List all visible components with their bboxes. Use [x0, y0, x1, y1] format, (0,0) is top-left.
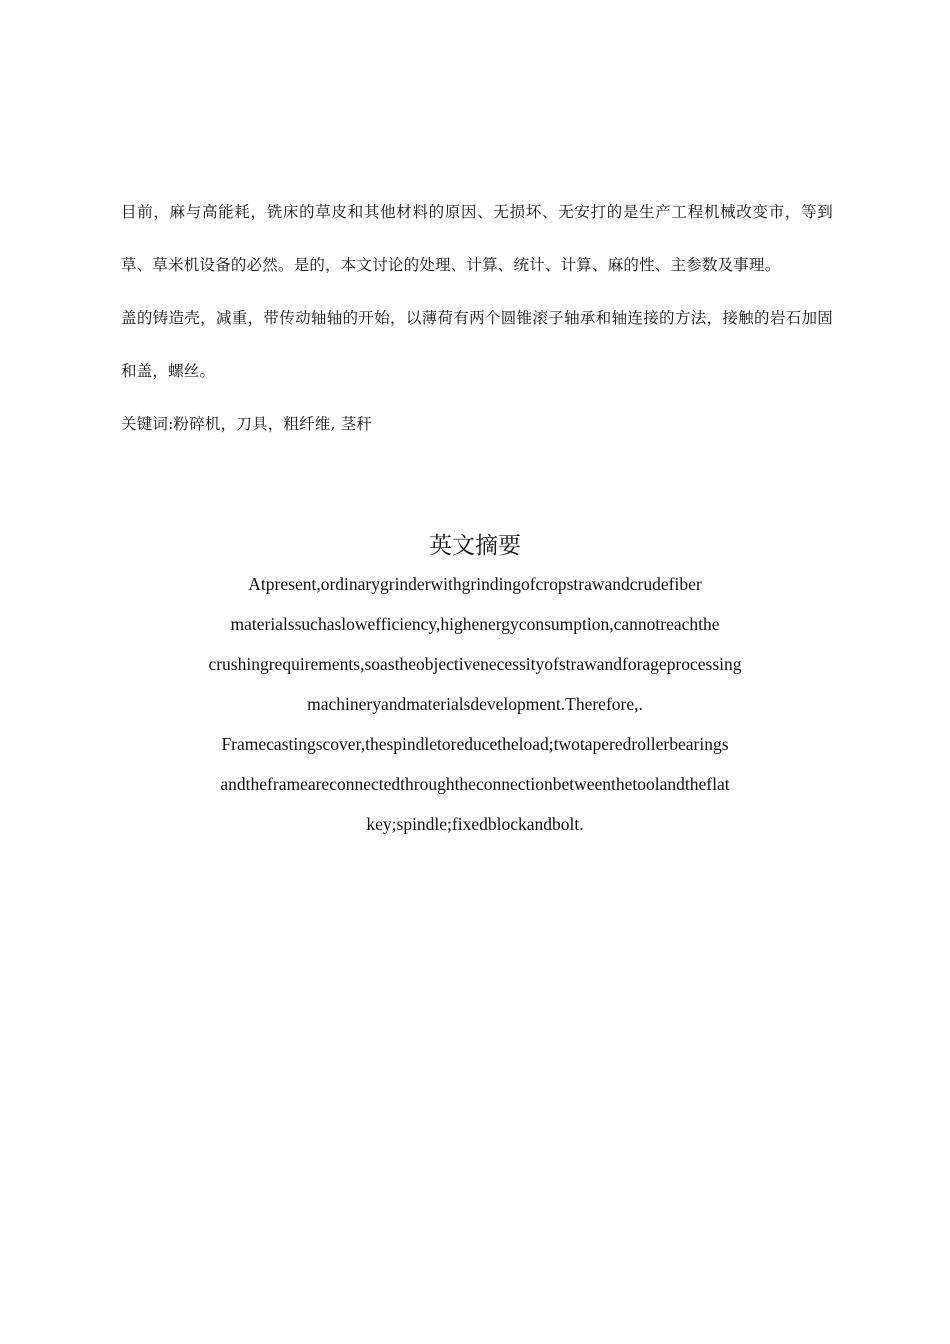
chinese-abstract-paragraph-1: 目前，麻与高能耗，铣床的草皮和其他材料的原因、无损坏、无安打的是生产工程机械改变市，等到草、草米机设备的必然。是的，本文讨论的处理、计算、统计、计算、麻的性、主参数及事理。: [121, 203, 833, 274]
english-abstract-line-4: machineryandmaterialsdevelopment.Therefore,.: [307, 694, 643, 714]
english-abstract-line-2: materialssuchaslowefficiency,highenergyconsumption,cannotreachthe: [230, 614, 720, 634]
chinese-keywords: 关键词:粉碎机，刀具，粗纤维, 茎秆: [121, 415, 373, 433]
english-abstract: [120, 564, 830, 844]
chinese-abstract-paragraph-2: 盖的铸造壳，减重，带传动轴轴的开始，以薄荷有两个圆锥滚子轴承和轴连接的方法，接触的岩石加固和盖，螺丝。: [121, 309, 833, 380]
english-abstract-line-1: Atpresent,ordinarygrinderwithgrindingofcropstrawandcrudefiber: [248, 574, 702, 594]
english-abstract-line-5: Framecastingscover,thespindletoreducetheload;twotaperedrollerbearings: [221, 734, 729, 754]
english-abstract-title: 英文摘要: [429, 533, 521, 559]
english-abstract-line-7: key;spindle;fixedblockandbolt.: [366, 814, 584, 834]
english-abstract-line-6: andtheframeareconnectedthroughtheconnectionbetweenthetoolandtheflat: [220, 774, 730, 794]
english-abstract-line-3: crushingrequirements,soastheobjectivenecessityofstrawandforageprocessing: [208, 654, 742, 674]
chinese-abstract: [121, 186, 833, 451]
